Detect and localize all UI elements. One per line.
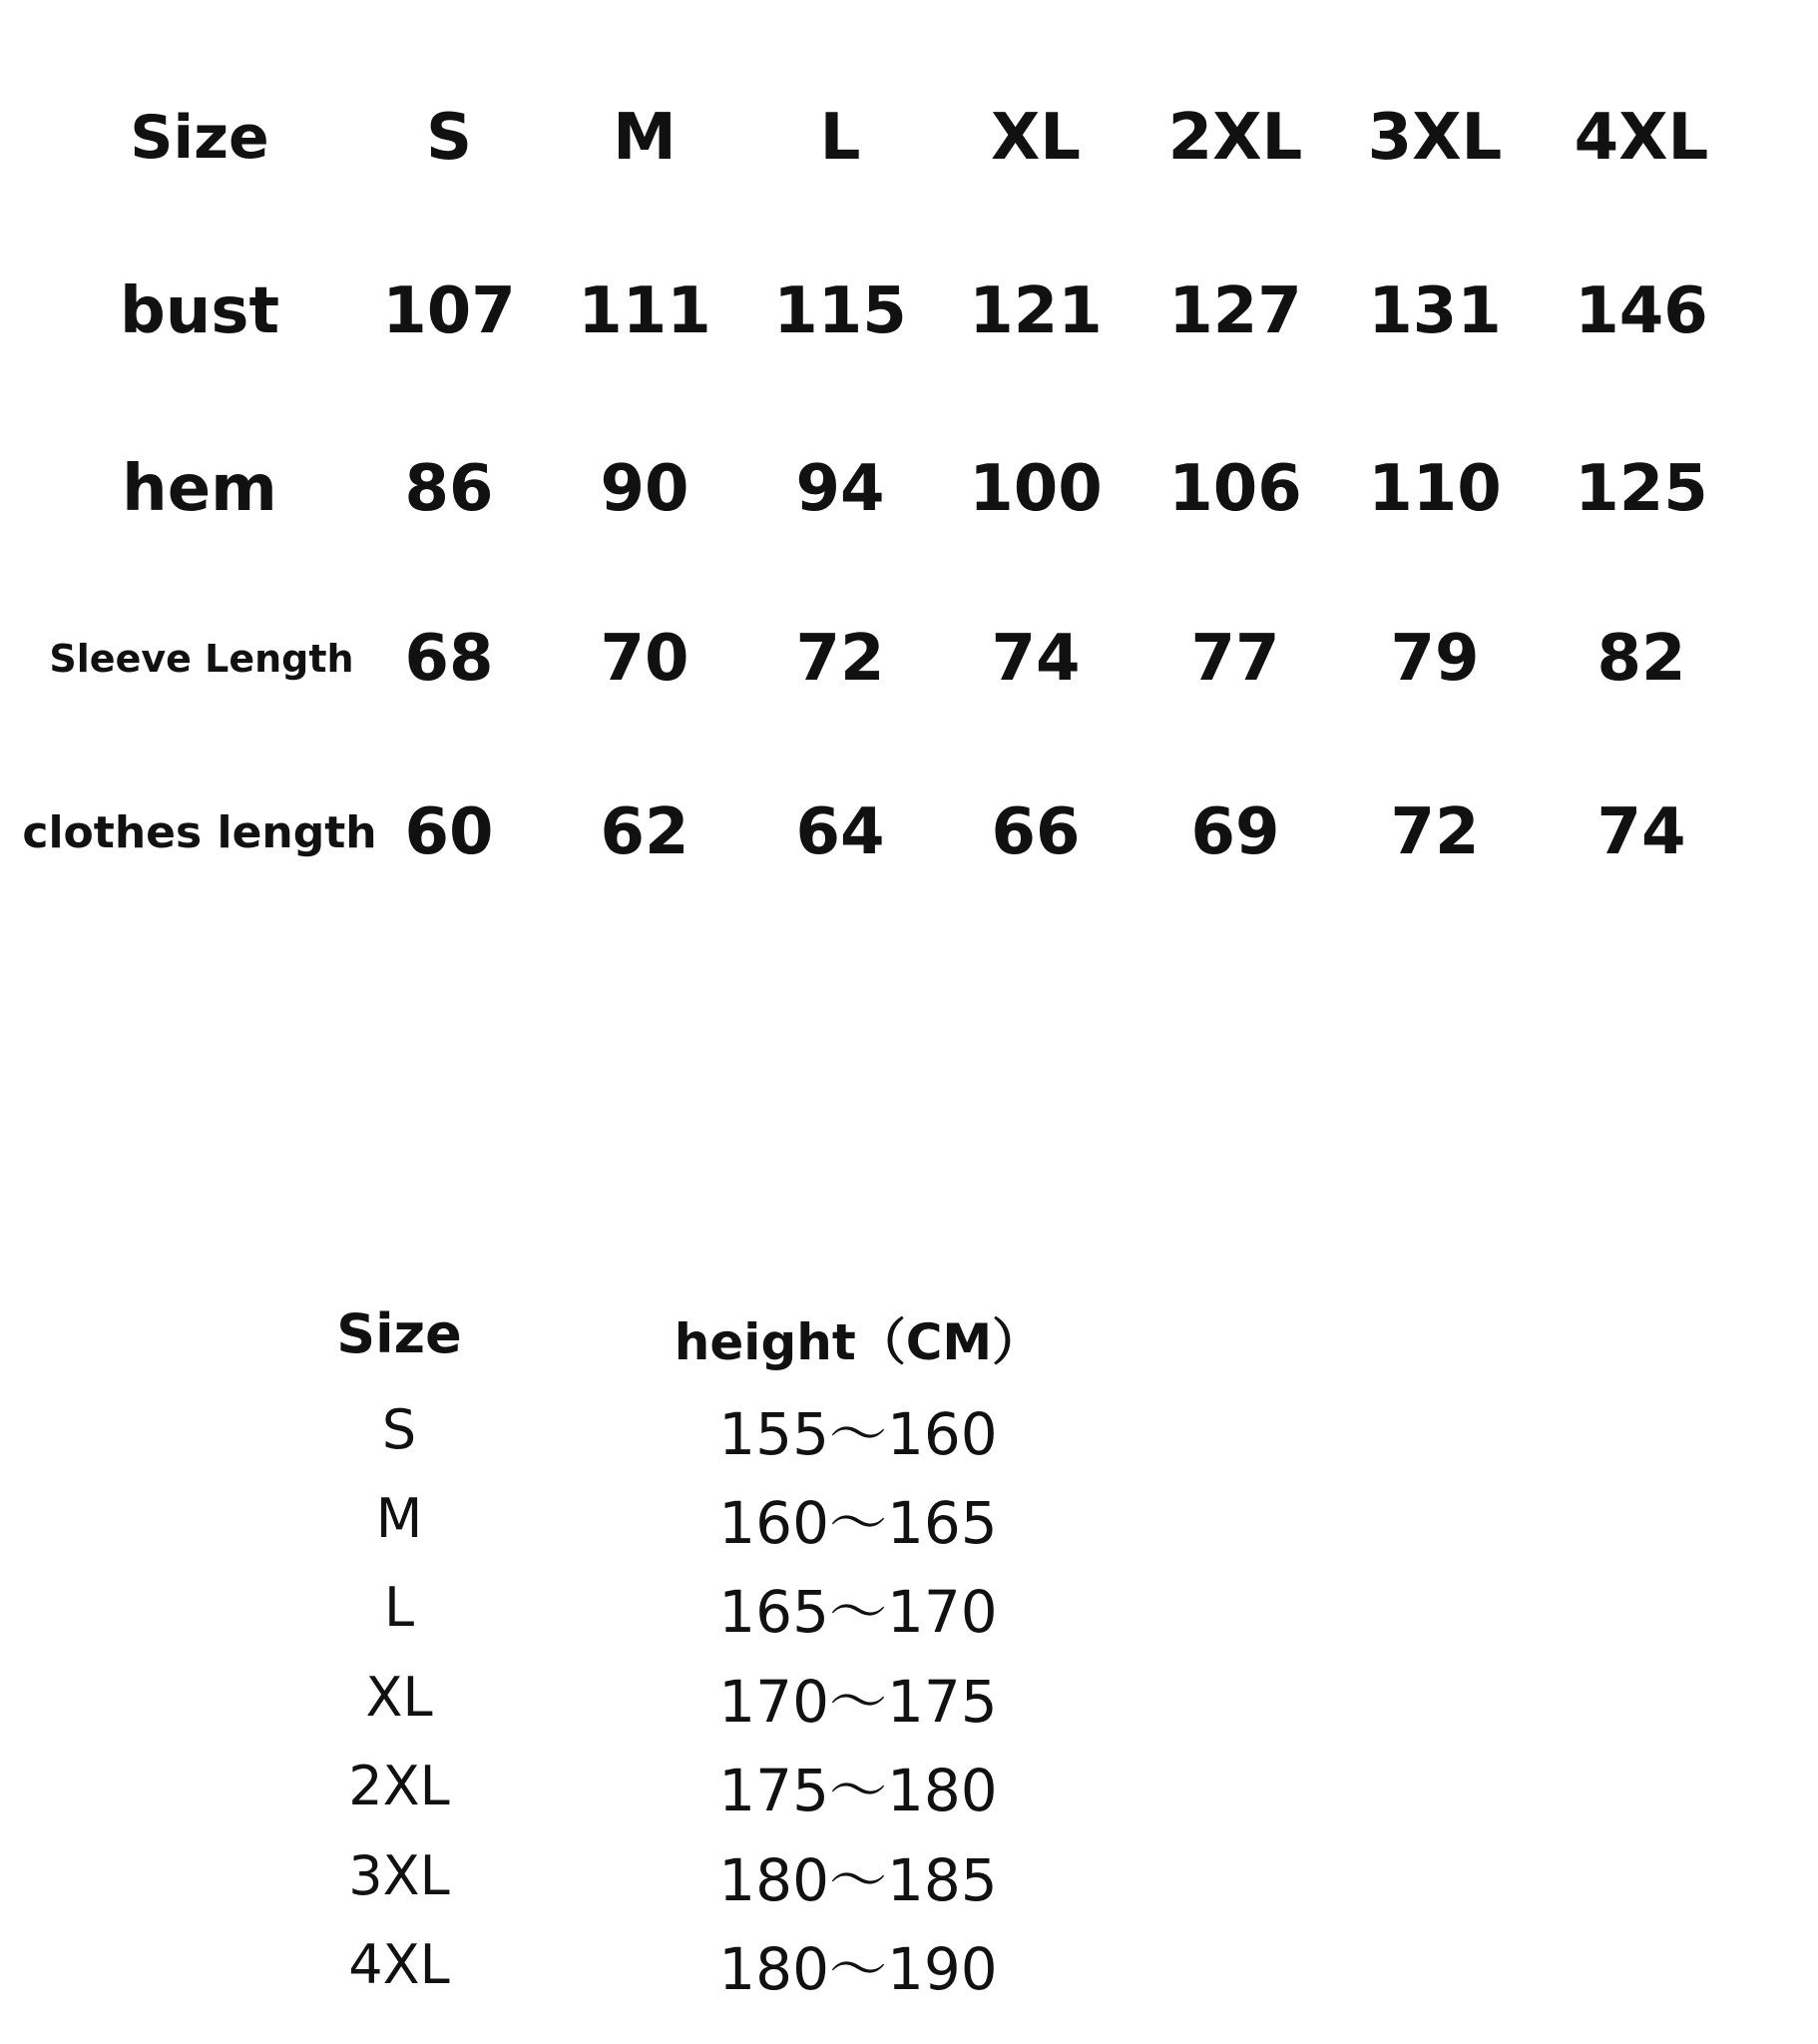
row-label-hem: hem [122,452,277,526]
height-table-size: S [381,1397,417,1461]
table-cell: 131 [1368,274,1502,348]
table-cell: 146 [1575,274,1708,348]
table-cell: 62 [600,795,689,869]
table-cell: 110 [1368,452,1502,526]
table-cell: 79 [1390,622,1480,696]
table-cell: 115 [773,274,907,348]
height-table-size: M [375,1486,423,1550]
table-cell: 60 [404,795,494,869]
table-cell: 100 [969,452,1103,526]
table-cell: 106 [1168,452,1302,526]
table-row-hem [0,429,1818,549]
table-cell: 125 [1575,452,1708,526]
table-cell: 72 [795,622,885,696]
table-cell: 127 [1168,274,1302,348]
size-header-m: M [613,101,677,175]
table-cell: 82 [1596,622,1686,696]
size-header-xl: XL [990,101,1082,175]
table-cell: 94 [795,452,885,526]
table-cell: 86 [404,452,494,526]
table-row-clothes-length [0,772,1818,892]
size-header-4xl: 4XL [1574,101,1709,175]
table-cell: 70 [600,622,689,696]
size-header-l: L [819,101,861,175]
row-label-sleeve-length: Sleeve Length [49,637,354,681]
height-table-size: L [383,1575,415,1639]
row-label-bust: bust [119,274,280,348]
table-cell: 72 [1390,795,1480,869]
table-cell: 74 [1596,795,1686,869]
height-table-range: 180～185 [718,1846,998,1914]
table-row-sleeve-length [0,599,1818,719]
height-table-size-header: Size [336,1301,462,1365]
height-table-range: 160～165 [718,1489,998,1557]
table-cell: 121 [969,274,1103,348]
height-table-range: 155～160 [718,1400,998,1468]
table-header-row [0,78,1818,198]
table-cell: 111 [578,274,711,348]
table-cell: 74 [991,622,1081,696]
height-table-size: 4XL [348,1932,450,1996]
table-cell: 68 [404,622,494,696]
table-cell: 69 [1190,795,1280,869]
size-header-3xl: 3XL [1367,101,1503,175]
height-table-range: 180～190 [718,1935,998,2003]
table-cell: 64 [795,795,885,869]
size-header-2xl: 2XL [1167,101,1303,175]
height-table-size: 3XL [348,1843,450,1907]
table-cell: 90 [600,452,689,526]
height-table-height-header: height（CM） [674,1313,1043,1371]
height-table-size: 2XL [348,1754,450,1817]
size-header-label: Size [130,103,269,173]
height-table-size: XL [365,1665,433,1729]
height-table-range: 170～175 [718,1668,998,1736]
height-table-range: 165～170 [718,1578,998,1646]
row-label-clothes-length: clothes length [22,806,377,858]
table-cell: 66 [991,795,1081,869]
table-cell: 107 [382,274,516,348]
height-table-range: 175～180 [718,1757,998,1824]
table-row-bust [0,252,1818,371]
size-header-s: S [425,101,473,175]
table-cell: 77 [1190,622,1280,696]
